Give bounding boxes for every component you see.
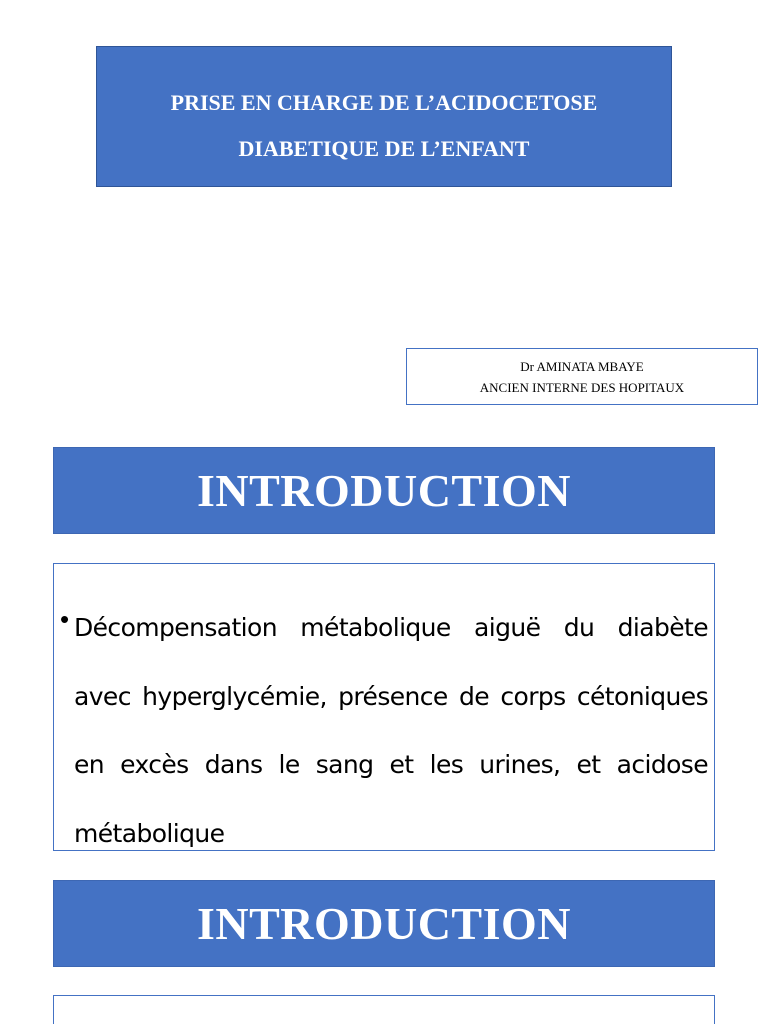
title-line-2: DIABETIQUE DE L’ENFANT bbox=[238, 135, 530, 161]
section-title: INTRODUCTION bbox=[196, 898, 572, 949]
content-box-introduction-2 bbox=[53, 995, 715, 1024]
content-box-introduction bbox=[53, 563, 715, 851]
title-banner bbox=[96, 46, 672, 187]
author-box bbox=[406, 348, 758, 405]
author-role: ANCIEN INTERNE DES HOPITAUX bbox=[479, 379, 685, 395]
section-header-introduction-2 bbox=[53, 880, 715, 967]
author-name: Dr AMINATA MBAYE bbox=[520, 358, 644, 374]
section-title: INTRODUCTION bbox=[196, 465, 572, 516]
bullet-marker: • bbox=[60, 604, 70, 634]
title-line-1: PRISE EN CHARGE DE L’ACIDOCETOSE bbox=[170, 89, 598, 115]
paragraph: Décompensation métabolique aiguë du diabète avec hyperglycémie, présence de corps cétoniques en excès dans le sang et les urines, et acidose métabolique bbox=[74, 613, 708, 848]
section-header-introduction bbox=[53, 447, 715, 534]
